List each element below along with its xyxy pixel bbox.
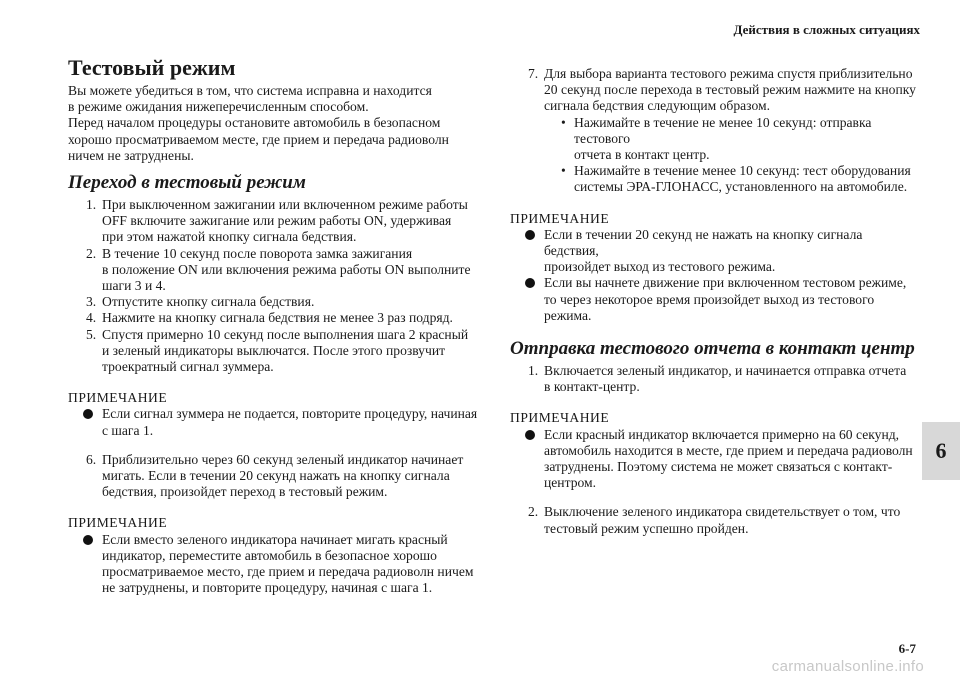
sub-line: системы ЭРА-ГЛОНАСС, установленного на автомобиле. <box>574 179 908 195</box>
note-line: Если вы начнете движение при включенном тестовом режиме, <box>544 275 907 291</box>
subsection-title: Отправка тестового отчета в контакт центр <box>510 338 915 360</box>
steps-list <box>510 363 920 395</box>
chapter-tab-label: 6 <box>935 438 947 463</box>
note-line: затруднены. Поэтому система не может связаться с контакт- <box>544 459 893 475</box>
note-line: с шага 1. <box>102 422 154 438</box>
note-line: то через некоторое время произойдет выход из тестового <box>544 291 875 307</box>
step-item <box>68 197 478 246</box>
step-item <box>68 310 478 326</box>
steps-list <box>510 504 920 536</box>
note-line: Если красный индикатор включается примерно на 60 секунд, <box>544 426 900 442</box>
bullet-dot-icon <box>525 430 535 440</box>
step-line: при этом нажатой кнопку сигнала бедствия. <box>102 229 357 245</box>
page-number: 6-7 <box>898 641 916 656</box>
step-number: 6. <box>86 451 97 467</box>
note-item <box>68 532 478 597</box>
note-line: автомобиль находится в месте, где прием и передача радиоволн <box>544 442 913 458</box>
note-item <box>510 275 920 324</box>
note-line: Если вместо зеленого индикатора начинает мигать красный <box>102 531 448 547</box>
intro-line: Перед началом процедуры остановите автомобиль в безопасном <box>68 115 441 131</box>
step-number: 3. <box>86 294 97 310</box>
step-line: В течение 10 секунд после поворота замка зажигания <box>102 245 413 261</box>
watermark: carmanualsonline.info <box>771 658 924 675</box>
note-line: Если в течении 20 секунд не нажать на кнопку сигнала бедствия, <box>544 226 863 259</box>
step-line: Выключение зеленого индикатора свидетельствует о том, что <box>544 504 901 520</box>
sub-bullet <box>544 163 920 195</box>
bullet-dot-icon <box>83 535 93 545</box>
note-item <box>510 227 920 276</box>
right-column <box>510 66 920 537</box>
intro-line: хорошо просматриваемом месте, где прием и передача радиоволн <box>68 131 449 147</box>
step-item <box>68 327 478 376</box>
note-line: Если сигнал зуммера не подается, повторите процедуру, начиная <box>102 406 478 422</box>
note-line: индикатор, переместите автомобиль в безопасное хорошо <box>102 547 437 563</box>
step-line: мигать. Если в течении 20 секунд нажать на кнопку сигнала <box>102 468 450 484</box>
note-line: просматриваемое место, где прием и передача радиоволн ничем <box>102 564 474 580</box>
section-title: Тестовый режим <box>68 55 236 80</box>
sub-line: Нажимайте в течение не менее 10 секунд: отправка тестового <box>574 114 872 146</box>
steps-list <box>68 197 478 375</box>
bullet-dot-icon <box>83 409 93 419</box>
step-line: сигнала бедствия следующим образом. <box>544 98 771 114</box>
step-line: Отпустите кнопку сигнала бедствия. <box>102 294 315 310</box>
intro-line: Вы можете убедиться в том, что система исправна и находится <box>68 83 432 98</box>
step-item <box>68 246 478 295</box>
step-item <box>68 452 478 501</box>
step-line: Для выбора варианта тестового режима спустя приблизительно <box>544 66 913 81</box>
step-line: OFF включите зажигание или режим работы ON, удерживая <box>102 213 452 229</box>
note-heading: ПРИМЕЧАНИЕ <box>68 515 168 531</box>
left-column <box>68 56 478 596</box>
sub-line: отчета в контакт центр. <box>574 147 710 163</box>
sub-line: Нажимайте в течение менее 10 секунд: тест оборудования <box>574 163 911 179</box>
note-line: режима. <box>544 307 592 323</box>
step-item <box>510 66 920 196</box>
step-line: 20 секунд после перехода в тестовый режим нажмите на кнопку <box>544 82 916 98</box>
step-line: шаги 3 и 4. <box>102 278 166 294</box>
steps-list <box>68 452 478 501</box>
step-number: 2. <box>528 504 539 520</box>
chapter-tab <box>922 422 960 480</box>
intro-paragraph <box>68 83 478 164</box>
bullet-point-icon: • <box>561 163 566 179</box>
step-number: 1. <box>528 363 539 379</box>
step-number: 2. <box>86 245 97 261</box>
step-line: в контакт-центр. <box>544 379 640 395</box>
step-line: Приблизительно через 60 секунд зеленый индикатор начинает <box>102 451 464 467</box>
step-number: 1. <box>86 197 97 213</box>
step-number: 7. <box>528 66 539 81</box>
step-item <box>510 363 920 395</box>
step-line: Включается зеленый индикатор, и начинается отправка отчета <box>544 363 907 379</box>
step-line: и зеленый индикаторы выключатся. После этого прозвучит <box>102 342 446 358</box>
intro-line: в режиме ожидания нижеперечисленным способом. <box>68 99 369 115</box>
steps-list <box>510 66 920 196</box>
note-item <box>510 427 920 492</box>
step-line: Нажмите на кнопку сигнала бедствия не менее 3 раз подряд. <box>102 310 453 326</box>
note-line: произойдет выход из тестового режима. <box>544 259 776 275</box>
note-heading: ПРИМЕЧАНИЕ <box>68 390 168 406</box>
step-line: Спустя примерно 10 секунд после выполнения шага 2 красный <box>102 326 469 342</box>
sub-bullet <box>544 115 920 164</box>
step-item <box>510 504 920 536</box>
intro-line: ничем не затруднены. <box>68 147 194 163</box>
bullet-point-icon: • <box>561 114 566 130</box>
step-number: 5. <box>86 326 97 342</box>
step-line: тестовый режим успешно пройден. <box>544 520 749 536</box>
step-line: бедствия, произойдет переход в тестовый режим. <box>102 484 388 500</box>
note-line: центром. <box>544 475 597 491</box>
step-line: При выключенном зажигании или включенном режиме работы <box>102 197 468 213</box>
bullet-dot-icon <box>525 230 535 240</box>
step-line: в положение ON или включения режима работы ON выполните <box>102 261 471 277</box>
subsection-title: Переход в тестовый режим <box>68 172 306 194</box>
step-line: троекратный сигнал зуммера. <box>102 359 274 375</box>
note-line: не затруднены, и повторите процедуру, начиная с шага 1. <box>102 580 433 596</box>
note-item <box>68 406 478 438</box>
bullet-dot-icon <box>525 278 535 288</box>
step-item <box>68 294 478 310</box>
section-header: Действия в сложных ситуациях <box>733 22 920 37</box>
note-heading: ПРИМЕЧАНИЕ <box>510 210 610 226</box>
note-heading: ПРИМЕЧАНИЕ <box>510 410 610 426</box>
step-number: 4. <box>86 310 97 326</box>
